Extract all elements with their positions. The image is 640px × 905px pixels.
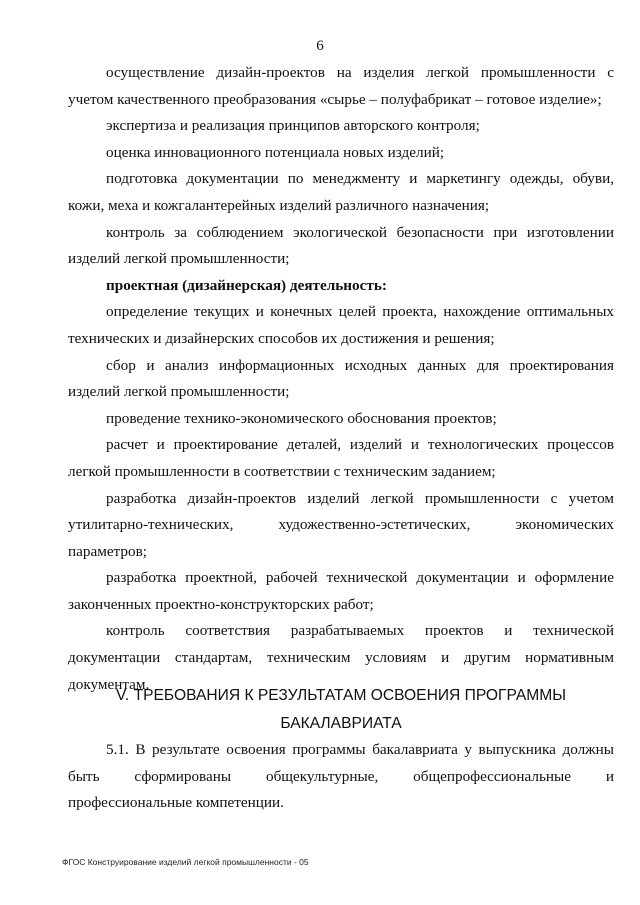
- paragraph: проведение технико-экономического обоснования проектов;: [106, 409, 497, 427]
- subsection-title: проектная (дизайнерская) деятельность:: [106, 276, 387, 294]
- body-text: [68, 60, 614, 698]
- paragraph: осуществление дизайн-проектов на изделия легкой промышленности с учетом качественного преобразования «сырье – полуфабрикат – готовое изделие»;: [68, 64, 614, 108]
- paragraph: расчет и проектирование деталей, изделий и технологических процессов легкой промышленности в соответствии с техническим заданием;: [68, 436, 614, 480]
- paragraph: экспертиза и реализация принципов авторского контроля;: [106, 117, 480, 135]
- paragraph: оценка инновационного потенциала новых изделий;: [106, 143, 445, 161]
- paragraph: подготовка документации по менеджменту и маркетингу одежды, обуви, кожи, меха и кожгалантерейных изделий различного назначения;: [68, 170, 614, 214]
- section-heading: [68, 682, 614, 738]
- section-heading-line: БАКАЛАВРИАТА: [280, 715, 402, 732]
- paragraph: контроль соответствия разрабатываемых проектов и технической документации стандартам, техническим условиям и другим нормативным документам.: [68, 622, 614, 693]
- paragraph: определение текущих и конечных целей проекта, нахождение оптимальных технических и дизайнерских способов их достижения и решения;: [68, 303, 614, 347]
- paragraph: разработка дизайн-проектов изделий легкой промышленности с учетом утилитарно-технических, художественно-эстетических, экономических параметров;: [68, 489, 614, 560]
- page-number: 6: [316, 38, 324, 54]
- paragraph: 5.1. В результате освоения программы бакалавриата у выпускника должны быть сформированы общекультурные, общепрофессиональные и профессиональные компетенции.: [68, 741, 614, 812]
- section-text: [68, 737, 614, 817]
- section-heading-line: V. ТРЕБОВАНИЯ К РЕЗУЛЬТАТАМ ОСВОЕНИЯ ПРОГРАММЫ: [115, 687, 567, 704]
- paragraph: разработка проектной, рабочей технической документации и оформление законченных проектно-конструкторских работ;: [68, 569, 614, 613]
- document-footer: ФГОС Конструирование изделий легкой промышленности - 05: [62, 857, 309, 867]
- paragraph: контроль за соблюдением экологической безопасности при изготовлении изделий легкой промышленности;: [68, 223, 614, 268]
- paragraph: сбор и анализ информационных исходных данных для проектирования изделий легкой промышленности;: [68, 356, 614, 401]
